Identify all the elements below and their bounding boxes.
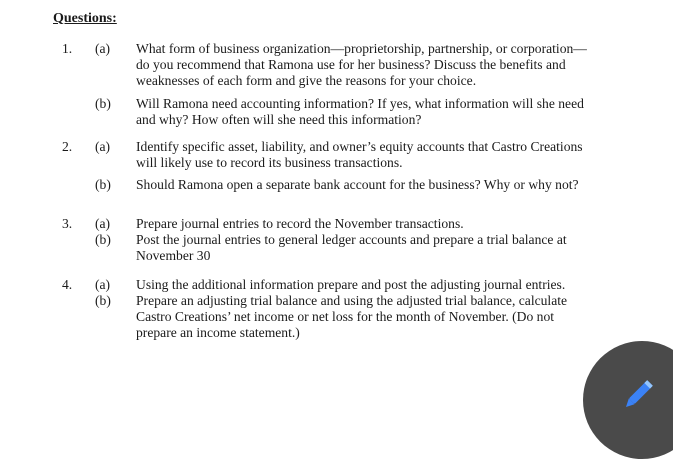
part-label: (a)	[95, 41, 111, 56]
text-line: Post the journal entries to general ledger accounts and prepare a trial balance at	[136, 232, 567, 247]
text-line: Should Ramona open a separate bank account for the business? Why or why not?	[136, 177, 579, 192]
text-line: will likely use to record its business transactions.	[136, 155, 403, 170]
questions-heading: Questions:	[53, 11, 117, 26]
question-text	[136, 277, 616, 293]
text-line: prepare an income statement.)	[136, 325, 300, 340]
question-number: 3.	[62, 216, 73, 231]
part-label: (b)	[95, 96, 111, 111]
part-label: (b)	[95, 232, 111, 247]
question-text	[136, 216, 616, 232]
part-label: (a)	[95, 139, 111, 154]
question-text	[136, 41, 616, 89]
text-line: and why? How often will she need this information?	[136, 112, 422, 127]
question-text	[136, 139, 616, 171]
question-text	[136, 232, 616, 264]
text-line: Prepare journal entries to record the November transactions.	[136, 216, 464, 231]
part-label: (a)	[95, 216, 111, 231]
part-label: (b)	[95, 177, 111, 192]
question-number: 1.	[62, 41, 73, 56]
text-line: Castro Creations’ net income or net loss for the month of November. (Do not	[136, 309, 555, 324]
question-number: 2.	[62, 139, 73, 154]
edit-button[interactable]	[583, 341, 673, 459]
text-line: weaknesses of each form and give the reasons for your choice.	[136, 73, 477, 88]
question-text	[136, 177, 616, 193]
text-line: November 30	[136, 248, 211, 263]
text-line: What form of business organization—proprietorship, partnership, or corporation—	[136, 41, 587, 56]
text-line: Identify specific asset, liability, and owner’s equity accounts that Castro Creations	[136, 139, 583, 154]
part-label: (b)	[95, 293, 111, 308]
text-line: Will Ramona need accounting information? If yes, what information will she need	[136, 96, 584, 111]
text-line: do you recommend that Ramona use for her business? Discuss the benefits and	[136, 57, 566, 72]
part-label: (a)	[95, 277, 111, 292]
pencil-icon	[617, 374, 659, 416]
text-line: Prepare an adjusting trial balance and using the adjusted trial balance, calculate	[136, 293, 568, 308]
text-line: Using the additional information prepare and post the adjusting journal entries.	[136, 277, 566, 292]
question-text	[136, 293, 616, 341]
question-number: 4.	[62, 277, 73, 292]
question-text	[136, 96, 616, 128]
